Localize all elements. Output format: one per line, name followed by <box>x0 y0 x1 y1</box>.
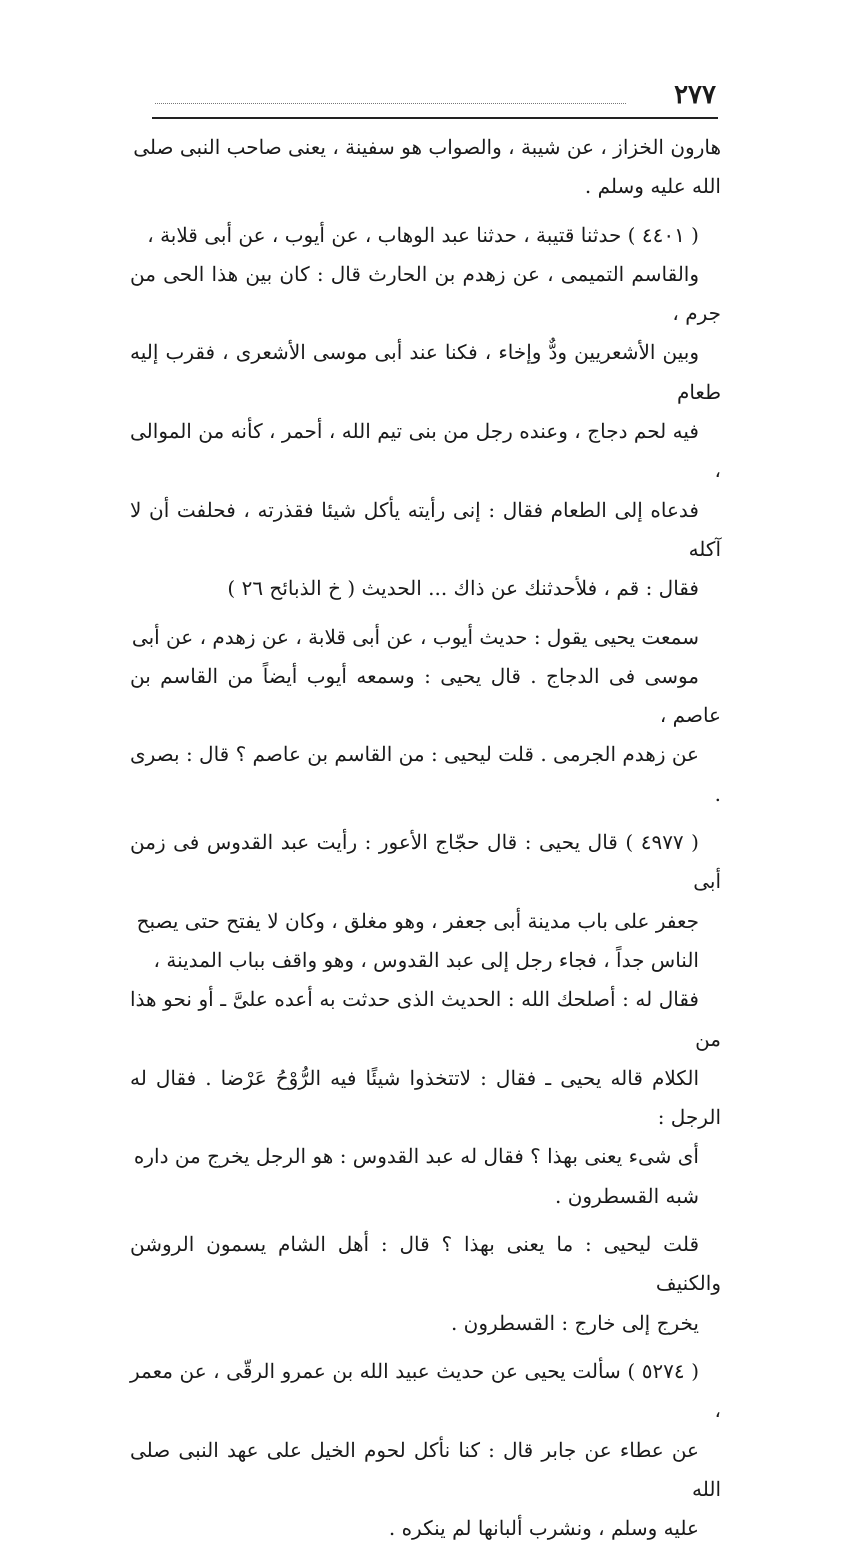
paragraph-hadith-5274 <box>130 1352 721 1548</box>
text-line: فقال له : أصلحك الله : الحديث الذى حدثت به أعده علىَّ ـ أو نحو هذا من <box>130 987 721 1051</box>
text-line: سمعت يحيى يقول : حديث أيوب ، عن أبى قلابة ، عن زهدم ، عن أبى <box>131 624 699 649</box>
text-line: ( ٥٢٧٤ ) سألت يحيى عن حديث عبيد الله بن عمرو الرقّى ، عن معمر ، <box>130 1358 721 1423</box>
text-line: هارون الخزاز ، عن شيبة ، والصواب هو سفينة ، يعنى صاحب النبى صلى <box>133 135 721 159</box>
text-line: عليه وسلم ، ونشرب ألبانها لم ينكره . <box>388 1516 699 1541</box>
text-line: الله عليه وسلم . <box>584 174 721 199</box>
text-line: عن عطاء عن جابر قال : كنا نأكل لحوم الخيل على عهد النبى صلى الله <box>130 1437 721 1501</box>
text-line: الكلام قاله يحيى ـ فقال : لاتتخذوا شيئًا فيه الرُّوْحُ عَرْضا . فقال له الرجل : <box>130 1065 721 1130</box>
header-rule <box>152 117 718 119</box>
paragraph-hadith-4977 <box>130 823 721 1216</box>
page-number: ٢٧٧ <box>674 80 716 110</box>
text-line: عن زهدم الجرمى . قلت ليحيى : من القاسم بن عاصم ؟ قال : بصرى . <box>129 742 721 806</box>
text-line: فدعاه إلى الطعام فقال : إنى رأيته يأكل شيئا فقذرته ، فحلفت أن لا آكله <box>130 497 721 561</box>
paragraph <box>130 618 721 814</box>
text-line: موسى فى الدجاج . قال يحيى : وسمعه أيوب أيضاً من القاسم بن عاصم ، <box>130 663 721 728</box>
header-rule-dotted <box>155 103 626 104</box>
text-line: أى شىء يعنى بهذا ؟ فقال له عبد القدوس : هو الرجل يخرج من داره <box>133 1144 699 1169</box>
text-line: والقاسم التميمى ، عن زهدم بن الحارث قال : كان بين هذا الحى من جرم ، <box>130 261 721 326</box>
paragraph <box>130 128 721 207</box>
text-line: ( ٤٤٠١ ) حدثنا قتيبة ، حدثنا عبد الوهاب ، عن أيوب ، عن أبى قلابة ، <box>147 222 699 247</box>
paragraph <box>130 1225 721 1343</box>
text-line: ( ٤٩٧٧ ) قال يحيى : قال حجّاج الأعور : رأيت عبد القدوس فى زمن أبى <box>130 830 721 894</box>
text-line: فيه لحم دجاج ، وعنده رجل من بنى تيم الله ، أحمر ، كأنه من الموالى ، <box>130 419 721 483</box>
text-line: فقال : قم ، فلأحدثنك عن ذاك ... الحديث ( خ الذبائح ٢٦ ) <box>227 576 699 601</box>
text-line: يخرج إلى خارج : القسطرون . <box>450 1310 699 1335</box>
paragraph-hadith-4401 <box>130 216 721 609</box>
text-line: الناس جداً ، فجاء رجل إلى عبد القدوس ، وهو واقف بباب المدينة ، <box>153 947 699 972</box>
text-line: جعفر على باب مدينة أبى جعفر ، وهو مغلق ، وكان لا يفتح حتى يصبح <box>136 908 699 933</box>
page-body <box>130 128 721 1548</box>
text-line: وبين الأشعريين ودٌّ وإخاء ، فكنا عند أبى موسى الأشعرى ، فقرب إليه طعام <box>130 340 721 404</box>
text-line: قلت ليحيى : ما يعنى بهذا ؟ قال : أهل الشام يسمون الروشن والكنيف <box>130 1232 721 1296</box>
text-line: شبه القسطرون . <box>555 1183 699 1208</box>
